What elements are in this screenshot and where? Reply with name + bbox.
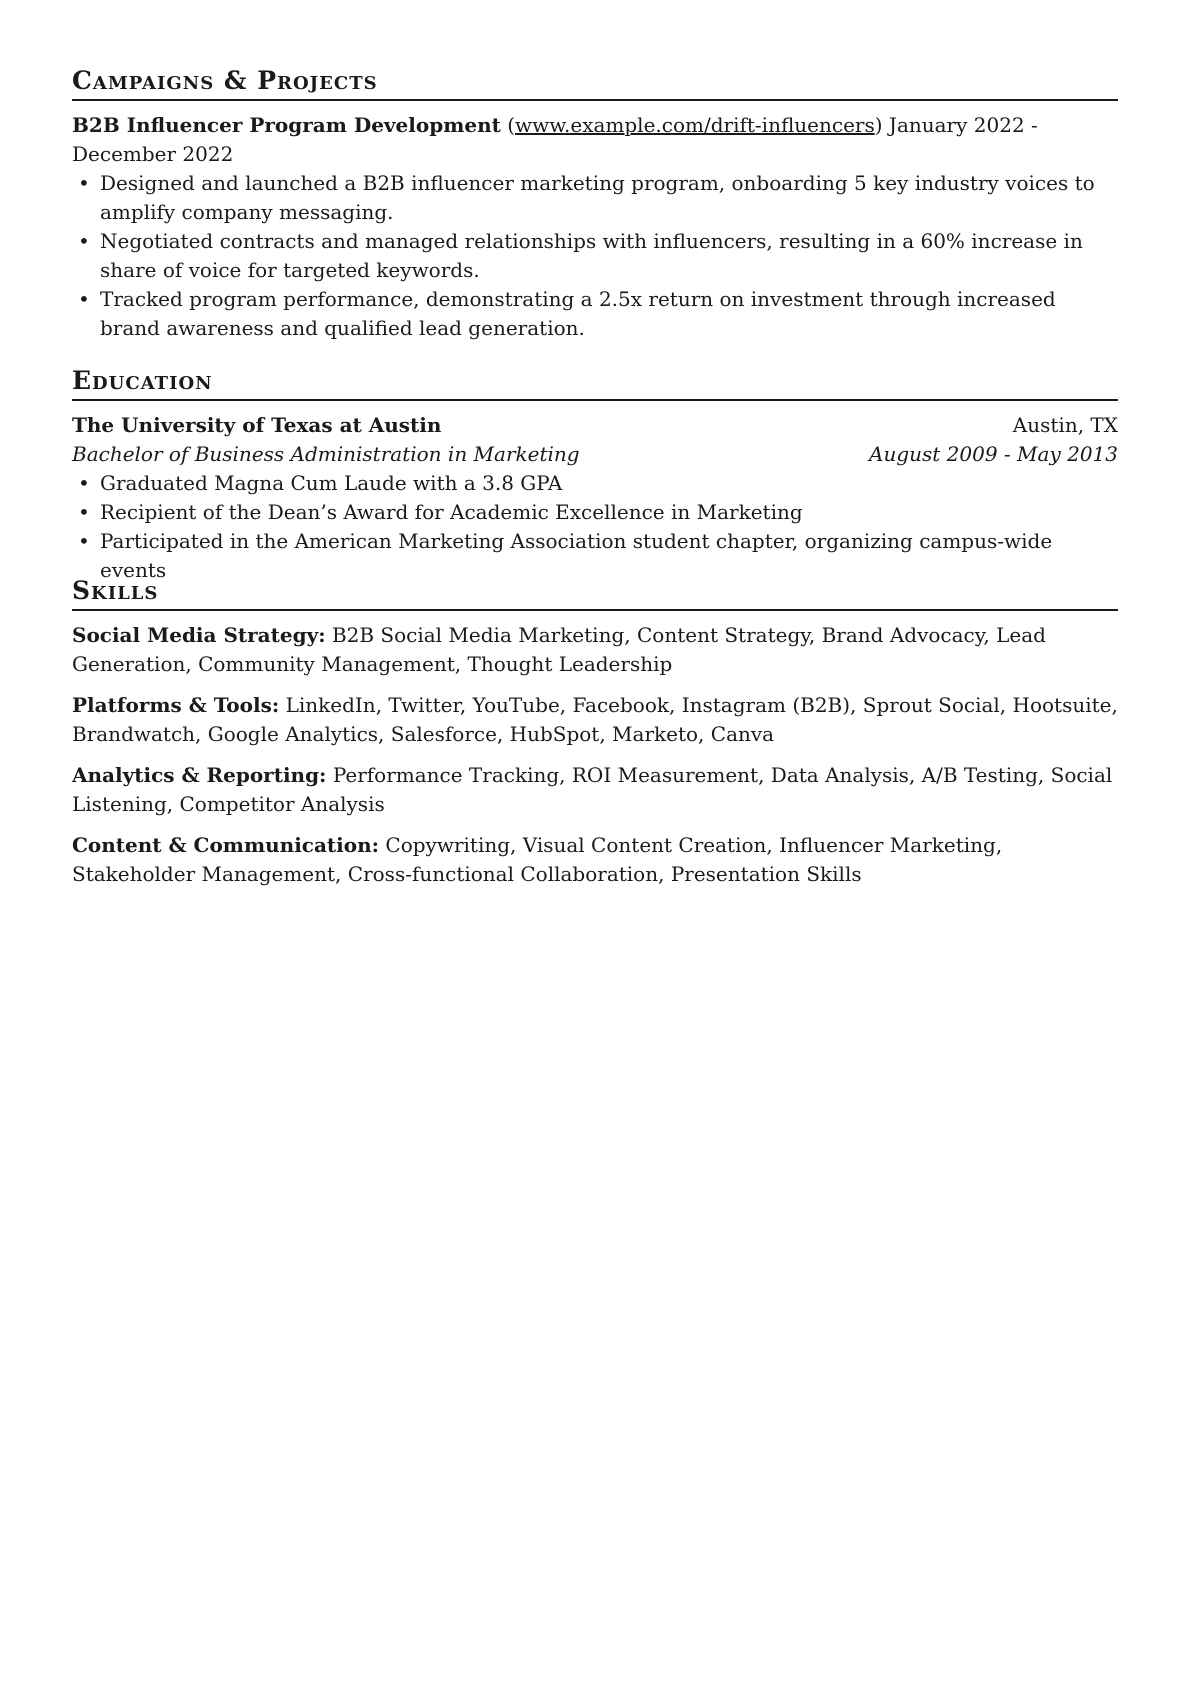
- bullet-text: Negotiated contracts and managed relationships with influencers, resulting in a 60% increase in share of voice for targeted keywords.: [100, 229, 1083, 282]
- campaigns-heading: Campaigns & Projects: [72, 66, 1118, 101]
- education-heading: Education: [72, 366, 1118, 401]
- bullet-icon: •: [78, 171, 90, 195]
- education-section: [72, 366, 1118, 585]
- bullet-text: Participated in the American Marketing Association student chapter, organizing campus-wide events: [100, 529, 1053, 582]
- bullet-icon: •: [78, 529, 90, 553]
- skills-heading: Skills: [72, 576, 1118, 611]
- list-item: [72, 469, 1118, 498]
- project-link-open: (: [507, 113, 516, 137]
- project-link[interactable]: www.example.com/drift-influencers: [515, 113, 875, 137]
- list-item: [72, 227, 1118, 285]
- list-item: [72, 285, 1118, 343]
- bullet-text: Tracked program performance, demonstrating a 2.5x return on investment through increased brand awareness and qualified lead generation.: [100, 287, 1056, 340]
- skill-line-content: [72, 831, 1118, 889]
- skill-label: Content & Communication:: [72, 833, 380, 857]
- skill-line-social-media: [72, 621, 1118, 679]
- education-dates: August 2009 - May 2013: [869, 442, 1118, 466]
- project-link-close: ): [874, 113, 883, 137]
- skill-line-platforms: [72, 691, 1118, 749]
- skill-value: Performance Tracking, ROI Measurement, Data Analysis, A/B Testing, Social Listening, Competitor Analysis: [72, 763, 1113, 816]
- list-item: [72, 498, 1118, 527]
- school-location: Austin, TX: [1012, 413, 1118, 437]
- bullet-text: Graduated Magna Cum Laude with a 3.8 GPA: [100, 471, 563, 495]
- project-name: B2B Influencer Program Development: [72, 113, 501, 137]
- skill-value: B2B Social Media Marketing, Content Strategy, Brand Advocacy, Lead Generation, Community Management, Thought Leadership: [72, 623, 1046, 676]
- skill-label: Analytics & Reporting:: [72, 763, 327, 787]
- education-degree-row: [72, 440, 1118, 469]
- bullet-text: Recipient of the Dean’s Award for Academic Excellence in Marketing: [100, 500, 803, 524]
- bullet-text: Designed and launched a B2B influencer marketing program, onboarding 5 key industry voices to amplify company messaging.: [100, 171, 1095, 224]
- campaigns-section: [72, 66, 1118, 343]
- project-header: [72, 111, 1118, 169]
- project-dates: January 2022 - December 2022: [72, 113, 1038, 166]
- skills-section: [72, 576, 1118, 889]
- project-bullet-list: [72, 169, 1118, 343]
- skill-line-analytics: [72, 761, 1118, 819]
- degree-name: Bachelor of Business Administration in Marketing: [72, 442, 580, 466]
- skill-label: Social Media Strategy:: [72, 623, 326, 647]
- school-name: The University of Texas at Austin: [72, 413, 442, 437]
- skill-label: Platforms & Tools:: [72, 693, 280, 717]
- list-item: [72, 169, 1118, 227]
- skill-value: LinkedIn, Twitter, YouTube, Facebook, Instagram (B2B), Sprout Social, Hootsuite, Brandwatch, Google Analytics, Salesforce, HubSpot, Marketo, Canva: [72, 693, 1118, 746]
- education-bullet-list: [72, 469, 1118, 585]
- bullet-icon: •: [78, 229, 90, 253]
- skill-value: Copywriting, Visual Content Creation, Influencer Marketing, Stakeholder Management, Cross-functional Collaboration, Presentation Skills: [72, 833, 1003, 886]
- education-header-row: [72, 411, 1118, 440]
- bullet-icon: •: [78, 500, 90, 524]
- bullet-icon: •: [78, 287, 90, 311]
- bullet-icon: •: [78, 471, 90, 495]
